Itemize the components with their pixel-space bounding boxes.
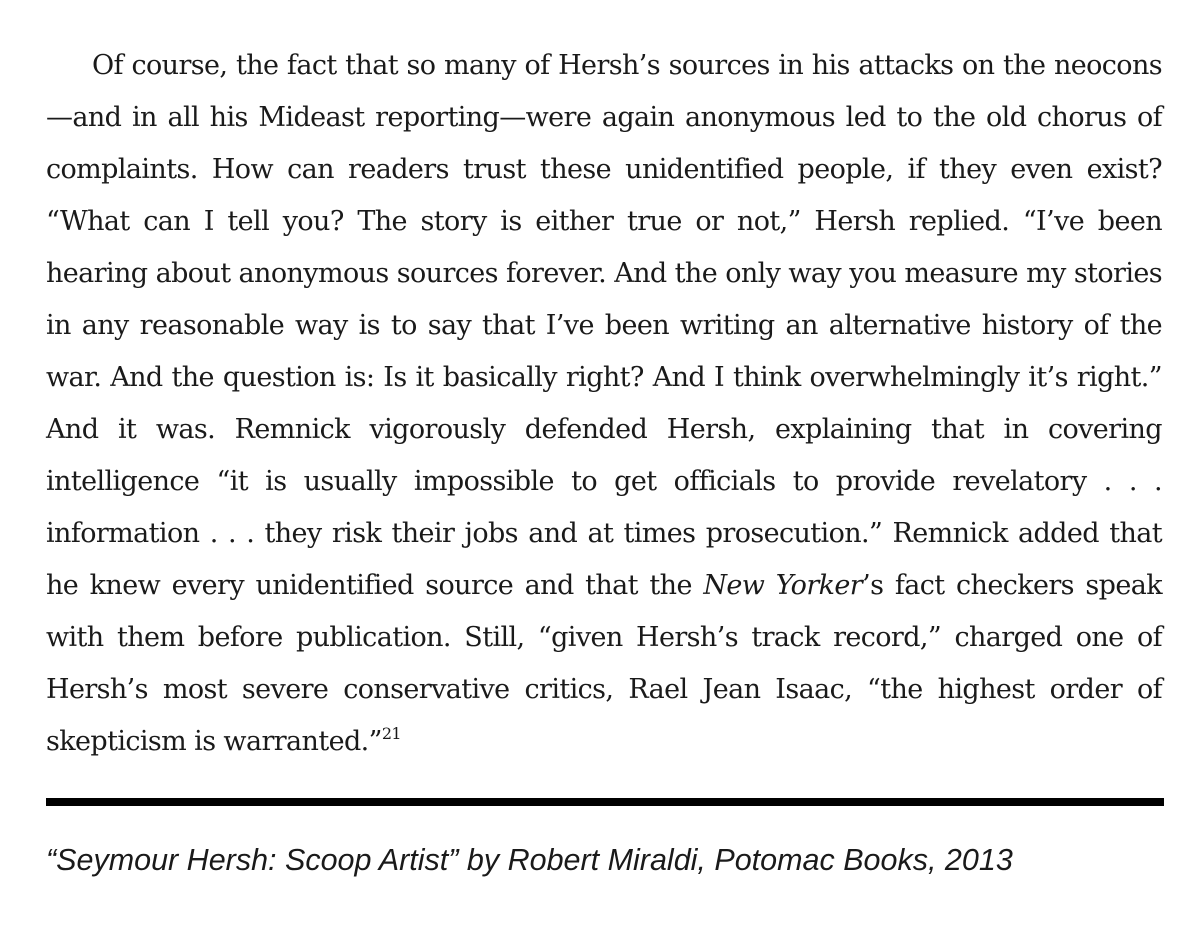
excerpt-text-part-1: Of course, the fact that so many of Hersh’s sources in his attacks on the neocons—and in all his Mideast reporting—were again anonymous led to the old chorus of complaints. How can readers trust these unidentified people, if they even exist? “What can I tell you? The story is either true or not,” Hersh replied. “I’ve been hearing about anonymous sources forever. And the only way you measure my stories in any reasonable way is to say that I’ve been writing an alternative history of the war. And the question is: Is it basically right? And I think overwhelmingly it’s right.” And it was. Remnick vigorously defended Hersh, explaining that in covering intelligence “it is usually impossible to get officials to provide revelatory . . . information . . . they risk their jobs and at times prosecution.” Remnick added that he knew every unidentified source and that the [46,50,1162,601]
divider-rule [46,798,1164,806]
excerpt-text-part-2: ’s fact checkers speak with them before publication. Still, “given Hersh’s track record,” charged one of Hersh’s most severe conservative critics, Rael Jean Isaac, “the highest order of skepticism is warranted.” [46,570,1163,757]
footnote-marker: 21 [381,724,402,743]
publication-title: New Yorker [703,570,863,601]
book-excerpt [46,40,1162,768]
excerpt-paragraph [46,40,1162,768]
source-caption: “Seymour Hersh: Scoop Artist” by Robert Miraldi, Potomac Books, 2013 [46,843,1013,877]
